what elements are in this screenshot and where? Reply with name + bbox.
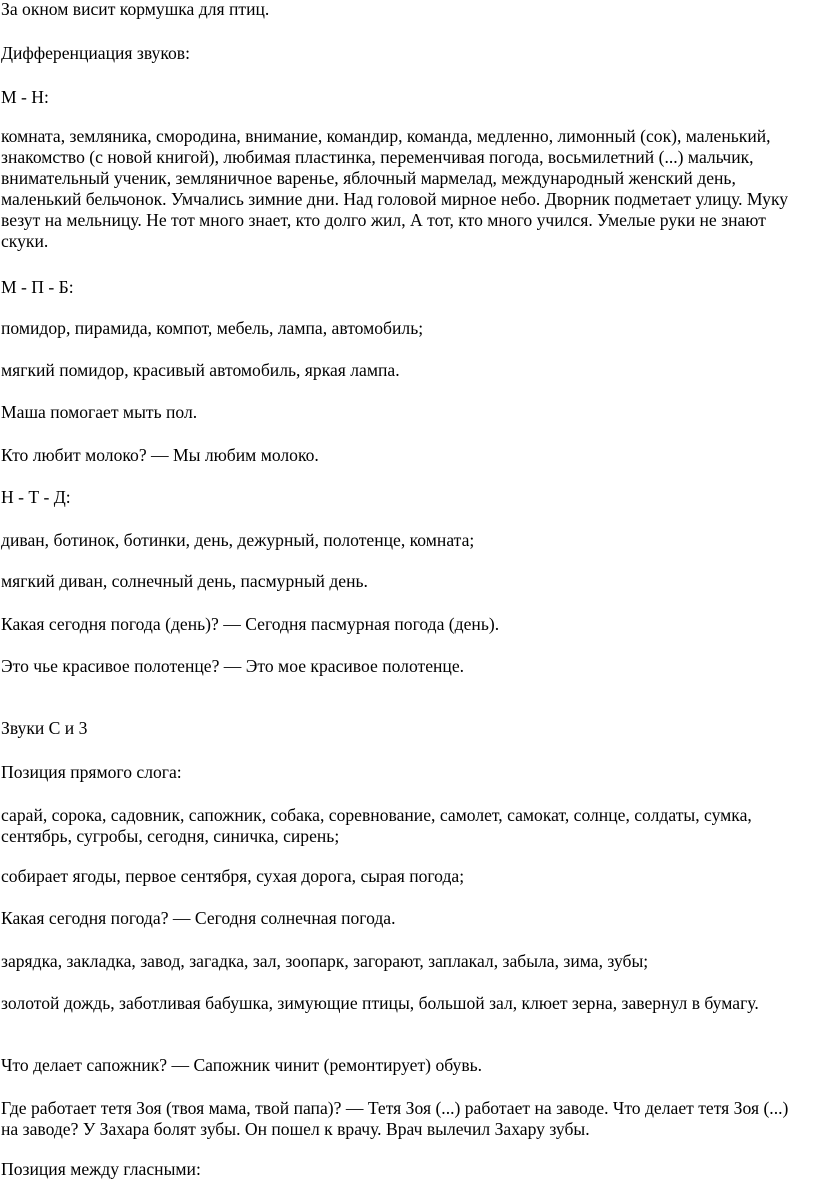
heading-m-p-b: М - П - Б: [1,277,74,297]
paragraph-z-words: зарядка, закладка, завод, загадка, зал, зоопарк, загорают, заплакал, забыла, зима, зубы; [1,951,649,971]
heading-between-vowels: Позиция между гласными: [1,1159,201,1179]
paragraph-z-phrases: золотой дождь, заботливая бабушка, зимующие птицы, большой зал, клюет зерна, завернул в бумагу. [1,993,759,1013]
heading-m-n: М - Н: [1,87,49,107]
paragraph-n-t-d-phrases: мягкий диван, солнечный день, пасмурный день. [1,571,368,591]
paragraph-bird-feeder: За окном висит кормушка для птиц. [1,0,270,19]
paragraph-aunt-zoya: Где работает тетя Зоя (твоя мама, твой папа)? — Тетя Зоя (...) работает на заводе. Что делает тетя Зоя (...) на заводе? У Захара болят зубы. Он пошел к врачу. Врач вылечил Захару зубы. [1,1098,789,1139]
paragraph-s-words: сарай, сорока, садовник, сапожник, собака, соревнование, самолет, самокат, солнце, солдаты, сумка, сентябрь, сугробы, сегодня, синичка, сирень; [1,805,752,846]
paragraph-m-p-b-words: помидор, пирамида, компот, мебель, лампа, автомобиль; [1,318,424,338]
heading-n-t-d: Н - Т - Д: [1,487,71,507]
paragraph-n-t-d-words: диван, ботинок, ботинки, день, дежурный, полотенце, комната; [1,530,475,550]
paragraph-m-p-b-phrases: мягкий помидор, красивый автомобиль, яркая лампа. [1,360,400,380]
paragraph-milk-dialogue: Кто любит молоко? — Мы любим молоко. [1,445,319,465]
paragraph-sunny-dialogue: Какая сегодня погода? — Сегодня солнечная погода. [1,908,396,928]
paragraph-masha-sentence: Маша помогает мыть пол. [1,402,198,422]
paragraph-m-n-words: комната, земляника, смородина, внимание, командир, команда, медленно, лимонный (сок), маленький, знакомство (с новой книгой), любимая пластинка, переменчивая погода, восьмилетний (...) мальчик, внимательный ученик, земляничное варенье, яблочный мармелад, международный женский день, маленький бельчонок. Умчались зимние дни. Над головой мирное небо. Дворник подметает улицу. Муку везут на мельницу. Не тот много знает, кто долго жил, А тот, кто много учился. Умелые руки не знают скуки. [1,126,789,251]
paragraph-shoemaker-dialogue: Что делает сапожник? — Сапожник чинит (ремонтирует) обувь. [1,1055,483,1075]
paragraph-s-phrases: собирает ягоды, первое сентября, сухая дорога, сырая погода; [1,866,465,886]
heading-direct-syllable: Позиция прямого слога: [1,762,182,782]
paragraph-weather-dialogue: Какая сегодня погода (день)? — Сегодня пасмурная погода (день). [1,614,500,634]
heading-sounds-s-z: Звуки С и 3 [1,718,88,738]
heading-sound-differentiation: Дифференциация звуков: [1,43,191,63]
paragraph-towel-dialogue: Это чье красивое полотенце? — Это мое красивое полотенце. [1,656,465,676]
